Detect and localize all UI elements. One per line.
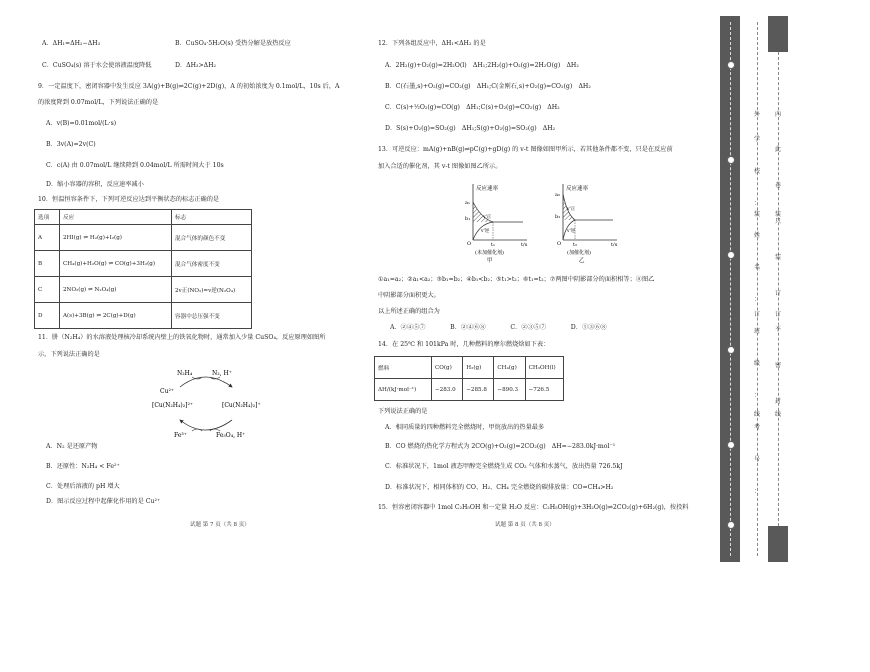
table-cell: CH₄(g)+H₂O(g) ⇌ CO(g)+3H₂(g) (60, 251, 172, 277)
label-complex-right: [Cu(N₂H₄)₂]⁺ (222, 402, 261, 409)
label-fe3o4: Fe₃O₄, H⁺ (216, 432, 246, 439)
reaction-cycle-diagram (140, 365, 270, 445)
label-a1: a₁ (465, 200, 470, 206)
label-cu: Cu²⁺ (160, 388, 175, 395)
table-header: H₂(g) (463, 357, 494, 379)
left-text-line: A．ΔH₁=ΔH₂−ΔH₃ (42, 40, 101, 47)
binding-field-char: 班 (754, 328, 761, 335)
graph-caption: (加催化剂) (567, 250, 591, 256)
left-footer: 试题 第 7 页（共 8 页） (190, 522, 250, 528)
right-text-line: D．S(s)+O₂(g)=SO₂(g) ΔH₁;S(g)+O₂(g)=SO₂(g) ΔH₂ (385, 125, 556, 132)
binding-inner-char: 订 (775, 311, 782, 318)
binding-field-char: ： (754, 392, 761, 399)
right-text-line: B．CO 燃烧的热化学方程式为 2CO(g)+O₂(g)=2CO₂(g) ΔH=−283.0kJ·mol⁻¹ (385, 443, 616, 450)
label-t1: t₁ (491, 242, 496, 248)
table-cell: A (35, 225, 60, 251)
label-n2-h: N₂, H⁺ (212, 370, 232, 377)
table-cell: 2HI(g) ⇌ H₂(g)+I₂(g) (60, 225, 172, 251)
binding-note-char: 只 (775, 218, 782, 225)
binding-bar-top (768, 16, 788, 52)
table-cell: A(s)+3B(g) ⇌ 2C(g)+D(g) (60, 303, 172, 329)
right-text-line: 15．恒容密闭容器中 1mol C₂H₅OH 和一定量 H₂O 反应：C₂H₅OH(g)+3H₂O(g)⇌2CO₂(g)+6H₂(g)，按投料 (378, 504, 689, 511)
table-cell: −890.3 (494, 379, 525, 401)
binding-note-char: 订 (775, 290, 782, 297)
svg-text:O: O (467, 241, 472, 247)
table-cell: B (35, 251, 60, 277)
right-text-line: A．2H₂(g)+O₂(g)=2H₂O(l) ΔH₁;2H₂(g)+O₂(g)=2H₂O(g) ΔH₂ (385, 62, 579, 69)
table-header: CH₃OH(l) (525, 357, 563, 379)
right-text-line: ①a₁=a₂；②a₁<a₂；③b₁=b₂；④b₁<b₂；⑤t₁>t₂；⑥t₁=t₂；⑦两图中阴影部分的面积相等；⑧图乙 (378, 276, 655, 283)
binding-line-middle (757, 22, 758, 556)
right-text-line: B．C(石墨,s)+O₂(g)=CO₂(g) ΔH₁;C(金刚石,s)+O₂(g)=CO₂(g) ΔH₂ (385, 83, 591, 90)
binding-inner-char: 内 (775, 111, 782, 118)
binding-note-char: 此 (775, 146, 782, 153)
table-cell: 容器中总压强不变 (172, 303, 252, 329)
binding-field-char: 考 (754, 424, 761, 431)
q10-table (34, 209, 252, 329)
label-b1: b₁ (465, 216, 471, 222)
graph-caption: (未加催化剂) (475, 250, 504, 256)
table-header: 燃料 (375, 357, 432, 379)
binding-bar-bottom (768, 526, 788, 562)
right-text-line: D．标准状况下，相同体积的 CO、H₂、CH₄ 完全燃烧的碳排放量：CO=CH₄>H₂ (385, 484, 614, 491)
right-text-line: 12．下列各组反应中，ΔH₁<ΔH₂ 的是 (378, 40, 486, 47)
arrow-bottom (180, 420, 232, 430)
left-text-line: A．v(B)=0.01mol/(L·s) (46, 120, 117, 127)
binding-strip (720, 16, 788, 562)
left-text-line: 10．恒温恒容条件下，下列可逆反应达到平衡状态的标志正确的是 (38, 196, 220, 203)
table-header: 选项 (35, 210, 60, 225)
binding-inner-char: 线 (775, 411, 782, 418)
axis-t: t/s (521, 242, 528, 248)
q14-table (374, 356, 564, 401)
table-cell: D (35, 303, 60, 329)
label-n2h4: N₂H₄ (177, 370, 193, 377)
graph-jia (455, 180, 535, 265)
table-cell: C (35, 277, 60, 303)
binding-hole (727, 156, 735, 164)
left-text-line: B．CuSO₄·5H₂O(s) 受热分解是放热反应 (175, 40, 291, 47)
binding-field-char: 名 (754, 264, 761, 271)
table-header: 反应 (60, 210, 172, 225)
right-text-line: C．C(s)+½O₂(g)=CO(g) ΔH₁;C(s)+O₂(g)=CO₂(g) ΔH₂ (385, 104, 560, 111)
right-text-line: 14．在 25℃ 和 101kPa 时，几种燃料的摩尔燃烧焓如下表： (378, 341, 550, 348)
label-v-pos: v'正 (567, 207, 576, 212)
graph-title: 反应速率 (476, 186, 499, 192)
binding-note-char: 装 (775, 254, 782, 261)
right-text-line: 中阴影部分面积更大。 (378, 292, 440, 299)
binding-note-char: 不 (775, 326, 782, 333)
table-cell: 混合气体的颜色不变 (172, 225, 252, 251)
left-text-line: A．N₂ 是还原产物 (46, 443, 98, 450)
graph-yi (545, 180, 625, 265)
table-header: CH₄(g) (494, 357, 525, 379)
right-text-line: 加入合适的催化剂，其 v-t 图像如图乙所示。 (378, 163, 502, 170)
label-v-neg: v'逆 (567, 229, 576, 234)
binding-outer-char: 订 (754, 311, 761, 318)
binding-hole (727, 251, 735, 259)
binding-field-char: 姓 (754, 232, 761, 239)
label-v-pos: v'正 (483, 215, 492, 220)
axis-t: t/s (611, 242, 618, 248)
left-text-line: C．处理后溶液的 pH 增大 (46, 483, 120, 490)
left-text-line: 示，下列说法正确的是 (38, 351, 100, 358)
left-text-line: D．缩小容器的容积，反应速率减小 (46, 181, 144, 188)
binding-outer-char: 线 (754, 411, 761, 418)
arrow-top (180, 377, 232, 387)
left-text-line: D．ΔH₃>ΔH₂ (175, 62, 217, 69)
right-text-line: A．②④⑤⑦ B．②④⑥⑧ C．②③⑤⑦ D．①③⑥⑧ (390, 324, 607, 331)
binding-field-char: ： (754, 296, 761, 303)
binding-hole (727, 521, 735, 529)
label-b2: b₂ (555, 214, 561, 220)
label-complex-left: [Cu(N₂H₄)₂]²⁺ (152, 402, 194, 409)
right-text-line: 下列说法正确的是 (378, 408, 428, 415)
right-text-line: A．相同质量的四种燃料完全燃烧时，甲烷放出的热量最多 (385, 424, 545, 431)
table-cell: −283.0 (432, 379, 463, 401)
left-text-line: B．还原性：N₂H₄ < Fe²⁺ (46, 463, 120, 470)
table-cell: ΔH/(kJ·mol⁻¹) (375, 379, 432, 401)
label-t2: t₂ (573, 242, 578, 248)
binding-outer-char: 外 (754, 111, 761, 118)
binding-note-char: 密 (775, 362, 782, 369)
binding-note-char: 卷 (775, 182, 782, 189)
left-text-line: 11．肼（N₂H₄）的水溶液处理核冷却系统内壁上的铁氧化物时，通常加入少量 CuSO₄，反应原理如图所 (38, 334, 326, 341)
right-footer: 试题 第 8 页（共 8 页） (495, 522, 555, 528)
binding-hole (727, 441, 735, 449)
right-text-line: 13．可逆反应：mA(g)+nB(g)⇌pC(g)+gD(g) 的 v-t 图像如图甲所示，若其他条件都不变，只是在反应前 (378, 146, 673, 153)
table-cell: −726.5 (525, 379, 563, 401)
graph-name: 乙 (579, 258, 585, 264)
table-header: CO(g) (432, 357, 463, 379)
left-text-line: 的浓度降到 0.07mol/L，下列说法正确的是 (38, 99, 159, 106)
binding-field-char: ： (754, 200, 761, 207)
table-cell: 2v正(NO₂)=v逆(N₂O₄) (172, 277, 252, 303)
table-cell: 2NO₂(g) ⇌ N₂O₄(g) (60, 277, 172, 303)
label-a2: a₂ (555, 192, 560, 198)
binding-field-char: 学 (754, 136, 761, 143)
binding-note-char: 封 (775, 398, 782, 405)
label-v-neg: v'逆 (481, 229, 490, 234)
svg-text:O: O (557, 241, 562, 247)
label-fe3: Fe³⁺ (174, 432, 187, 439)
binding-field-char: 校 (754, 168, 761, 175)
binding-hole (727, 61, 735, 69)
table-cell: −285.8 (463, 379, 494, 401)
binding-line-inner (778, 52, 779, 526)
right-text-line: 以上所述正确的组合为 (378, 308, 440, 315)
binding-line-outer (730, 22, 731, 556)
binding-hole (727, 346, 735, 354)
table-header: 标志 (172, 210, 252, 225)
binding-outer-char: 装 (754, 211, 761, 218)
binding-inner-char: 装 (775, 211, 782, 218)
left-text-line: D．图示反应过程中起催化作用的是 Cu²⁺ (46, 498, 161, 505)
table-cell: 混合气体密度不变 (172, 251, 252, 277)
left-text-line: C．c(A) 由 0.07mol/L 继续降到 0.04mol/L 所需时间大于 10s (46, 162, 224, 169)
binding-field-char: 号 (754, 456, 761, 463)
left-text-line: C．CuSO₄(s) 溶于水会使溶液温度降低 (42, 62, 152, 69)
graph-name: 甲 (487, 258, 493, 264)
left-text-line: B．3v(A)=2v(C) (46, 141, 96, 148)
binding-field-char: ： (754, 488, 761, 495)
right-text-line: C．标准状况下，1mol 液态甲醇完全燃烧生成 CO₂ 气体和水蒸气，放出热量 726.5kJ (385, 463, 623, 470)
left-text-line: 9．一定温度下，密闭容器中发生反应 3A(g)+B(g)⇌2C(g)+2D(g)，A 的初始浓度为 0.1mol/L，10s 后，A (38, 83, 340, 90)
binding-field-char: 级 (754, 360, 761, 367)
graph-title: 反应速率 (566, 186, 589, 192)
